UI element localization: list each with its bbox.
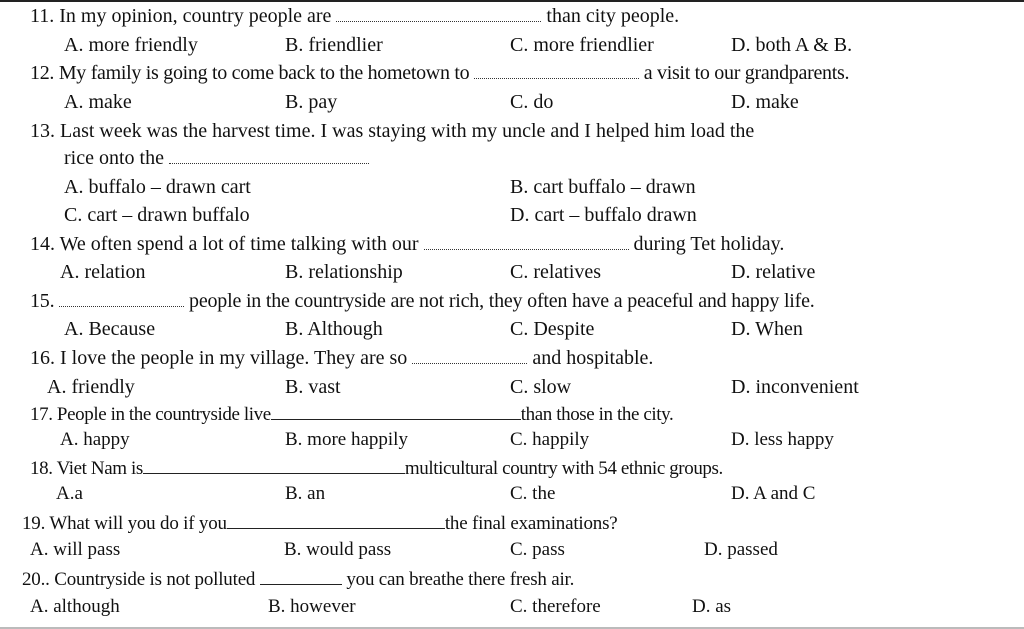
q16-option-c[interactable]: C. slow [510, 376, 572, 398]
q17-option-c[interactable]: C. happily [510, 429, 590, 450]
question-18-stem: 18. Viet Nam is multicultural country with 54 ethnic groups. [30, 455, 723, 481]
q19-option-c[interactable]: C. pass [510, 539, 565, 560]
question-12-stem: 12. My family is going to come back to the hometown to a visit to our grandparents. [30, 62, 850, 84]
top-border [0, 0, 1024, 2]
q14-option-b[interactable]: B. relationship [285, 261, 403, 283]
q11-option-c[interactable]: C. more friendlier [510, 34, 654, 56]
question-14-stem: 14. We often spend a lot of time talking with our during Tet holiday. [30, 233, 785, 255]
q14-option-a[interactable]: A. relation [60, 261, 146, 283]
answer-blank[interactable] [227, 510, 445, 529]
q12-option-c[interactable]: C. do [510, 91, 554, 113]
answer-blank[interactable] [59, 292, 184, 307]
q16-option-a[interactable]: A. friendly [47, 376, 135, 398]
answer-blank[interactable] [169, 149, 369, 164]
question-17-stem: 17. People in the countryside live than those in the city. [30, 401, 673, 427]
q13-option-c[interactable]: C. cart – drawn buffalo [64, 204, 250, 226]
q17-option-d[interactable]: D. less happy [731, 429, 834, 450]
answer-blank[interactable] [412, 349, 527, 364]
answer-blank[interactable] [336, 7, 541, 22]
question-13-stem: 13. Last week was the harvest time. I was staying with my uncle and I helped him load the [30, 120, 755, 142]
q13-option-b[interactable]: B. cart buffalo – drawn [510, 176, 696, 198]
q12-option-d[interactable]: D. make [731, 91, 799, 113]
q20-option-c[interactable]: C. therefore [510, 596, 601, 617]
q17-option-a[interactable]: A. happy [60, 429, 130, 450]
q20-option-a[interactable]: A. although [30, 596, 120, 617]
q12-option-b[interactable]: B. pay [285, 91, 338, 113]
question-20-stem: 20.. Countryside is not polluted you can breathe there fresh air. [22, 566, 574, 592]
q11-option-a[interactable]: A. more friendly [64, 34, 198, 56]
q13-option-a[interactable]: A. buffalo – drawn cart [64, 176, 251, 198]
q18-option-a[interactable]: A.a [56, 483, 83, 504]
q12-option-a[interactable]: A. make [64, 91, 132, 113]
q17-option-b[interactable]: B. more happily [285, 429, 408, 450]
answer-blank[interactable] [260, 566, 342, 585]
q15-option-b[interactable]: B. Although [285, 318, 383, 340]
q14-option-c[interactable]: C. relatives [510, 261, 602, 283]
q14-option-d[interactable]: D. relative [731, 261, 816, 283]
question-19-stem: 19. What will you do if you the final examinations? [22, 510, 618, 536]
q15-option-d[interactable]: D. When [731, 318, 803, 340]
answer-blank[interactable] [271, 401, 521, 420]
question-11-stem: 11. In my opinion, country people are than city people. [30, 5, 680, 27]
q18-option-b[interactable]: B. an [285, 483, 326, 504]
question-16-stem: 16. I love the people in my village. They are so and hospitable. [30, 347, 654, 369]
q15-option-a[interactable]: A. Because [64, 318, 156, 340]
q11-option-d[interactable]: D. both A & B. [731, 34, 853, 56]
q18-option-c[interactable]: C. the [510, 483, 556, 504]
question-15-stem: 15. people in the countryside are not rich, they often have a peaceful and happy life. [30, 290, 815, 312]
q16-option-d[interactable]: D. inconvenient [731, 376, 859, 398]
answer-blank[interactable] [424, 235, 629, 250]
q16-option-b[interactable]: B. vast [285, 376, 341, 398]
answer-blank[interactable] [474, 64, 639, 79]
q19-option-a[interactable]: A. will pass [30, 539, 121, 560]
answer-blank[interactable] [143, 455, 405, 474]
q18-option-d[interactable]: D. A and C [731, 483, 816, 504]
q19-option-d[interactable]: D. passed [704, 539, 778, 560]
q13-option-d[interactable]: D. cart – buffalo drawn [510, 204, 697, 226]
q20-option-d[interactable]: D. as [692, 596, 732, 617]
q11-option-b[interactable]: B. friendlier [285, 34, 383, 56]
q19-option-b[interactable]: B. would pass [284, 539, 392, 560]
question-13-stem-line2: rice onto the [64, 146, 369, 170]
q20-option-b[interactable]: B. however [268, 596, 356, 617]
q15-option-c[interactable]: C. Despite [510, 318, 595, 340]
